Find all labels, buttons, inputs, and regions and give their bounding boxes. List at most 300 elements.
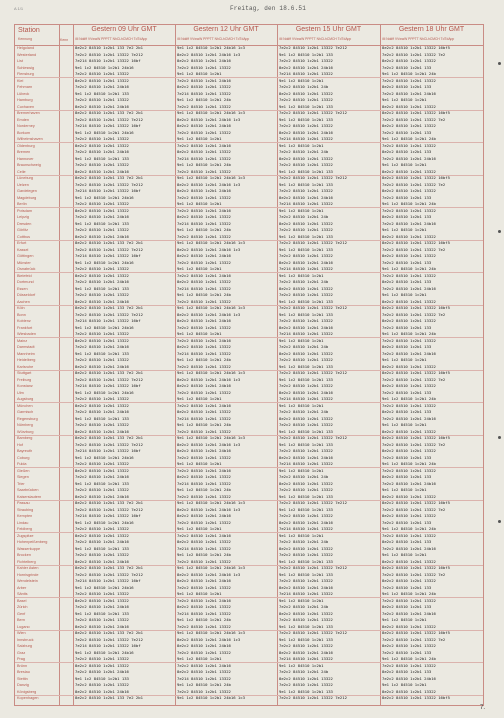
obs-cell: 9e1 1c2 84510 1c2b1 24b16 bbox=[75, 584, 134, 590]
obs-cell: 7e2c2 84510 1c2b1 133 bbox=[382, 389, 432, 395]
obs-cell: 9e1 1c2 84510 1c2b1 bbox=[279, 402, 324, 408]
station-name: Bayreuth bbox=[17, 449, 33, 453]
table-row bbox=[15, 344, 483, 350]
station-name: Kassel bbox=[17, 247, 29, 252]
obs-cell: 9e1 1c2 84510 1c2b1 bbox=[177, 396, 222, 401]
obs-cell: 7e2c2 84510 1c2b1 13322 bbox=[177, 363, 231, 369]
obs-cell: 7e2c2 84510 1c2b1 13322 bbox=[279, 58, 333, 63]
obs-cell: 8e2c2 84510 1c2b1 13322 bbox=[177, 84, 231, 89]
station-name: Göttingen bbox=[17, 254, 34, 258]
obs-cell: 7e2c2 84510 1c2b1 24b16 bbox=[177, 597, 231, 603]
obs-cell: 7e2c2 84510 1c2b1 13322 bbox=[75, 331, 129, 336]
obs-cell: 7e2c2 84510 1c2b1 13322 bbox=[177, 168, 231, 174]
obs-cell: 7e2c2 84510 1c2b1 133 bbox=[382, 259, 432, 265]
station-name: Kopenhagen bbox=[17, 696, 39, 700]
obs-cell: 9e1 1c2 84510 1c2b1 24b16 1c3 bbox=[177, 695, 245, 700]
obs-cell: 7e2c2 84510 1c2b1 13322 7e212 bbox=[279, 630, 347, 635]
obs-cell: 9e1 1c2 84510 1c2b1 24b bbox=[382, 591, 436, 596]
obs-cell: 7e2c2 84510 1c2b1 13322 bbox=[75, 266, 129, 271]
obs-cell: 9e1 1c2 84510 1c2b1 bbox=[279, 207, 324, 213]
obs-cell: 7e2c2 84510 1c2b1 13322 bbox=[177, 103, 231, 109]
obs-cell: 8e2c2 84510 1c2b1 24b16 bbox=[75, 623, 129, 629]
table-row bbox=[15, 318, 483, 324]
obs-cell: 8e2c2 84510 1c2b1 133 7e2 2b1 bbox=[75, 370, 143, 375]
table-row bbox=[15, 123, 483, 129]
table-row bbox=[15, 227, 483, 233]
obs-cell: 7e2c2 84510 1c2b1 13322 bbox=[75, 357, 129, 362]
obs-cell: 7e214 84510 1c2b1 13322 bbox=[177, 220, 231, 226]
obs-cell: 9e1 1c2 84510 1c2b1 24b bbox=[177, 422, 231, 427]
obs-cell: 8e2c2 84510 1c2b1 24b16 bbox=[279, 649, 333, 655]
station-name: Stuttgart bbox=[17, 371, 32, 375]
obs-cell: 7e2c2 84510 1c2b1 13322 7e2 bbox=[382, 376, 446, 382]
obs-cell: 7e214 84510 1c2b1 13322 bbox=[279, 526, 333, 531]
obs-cell: 8e2c2 84510 1c2b1 24b16 bbox=[279, 324, 333, 330]
block-cols: iIIi Nddff VVwwW PPPTT NhCLhCMCH TdTdApp bbox=[75, 37, 148, 41]
obs-cell: 8e2c2 84510 1c2b1 24b16 bbox=[177, 123, 231, 128]
obs-cell: 7e2c2 84510 1c2b1 24b bbox=[279, 604, 329, 609]
station-name: Passau bbox=[17, 501, 30, 505]
obs-cell: 7e2c2 84510 1c2b1 13322 7e2 bbox=[382, 506, 446, 512]
obs-cell: 7e214 84510 1c2b1 13322 16bf bbox=[75, 643, 141, 648]
obs-cell: 9e1 1c2 84510 1c2b1 bbox=[177, 266, 222, 271]
table-row bbox=[15, 481, 483, 487]
station-name: Magdeburg bbox=[17, 195, 37, 200]
table-row bbox=[15, 637, 483, 643]
obs-cell: 7e214 84510 1c2b1 13322 bbox=[177, 155, 231, 161]
obs-cell: 9e1 1c2 84510 1c2b1 bbox=[382, 617, 427, 622]
table-row bbox=[15, 598, 483, 604]
obs-cell: 8e2c2 84510 1c2b1 133 bbox=[382, 539, 432, 544]
obs-cell: 7e2c2 84510 1c2b1 24b bbox=[279, 474, 329, 479]
obs-cell: 7e2c2 84510 1c2b1 13322 bbox=[382, 142, 436, 148]
obs-cell: 9e1 1c2 84510 1c2b1 133 bbox=[75, 220, 129, 226]
table-row bbox=[15, 617, 483, 623]
obs-cell: 9e1 1c2 84510 1c2b1 133 bbox=[279, 168, 333, 174]
station-name: Nürnberg bbox=[17, 423, 33, 427]
obs-cell: 7e214 84510 1c2b1 13322 bbox=[177, 480, 231, 486]
obs-cell: 7e2c2 84510 1c2b1 13322 bbox=[279, 578, 333, 583]
obs-cell: 9e1 1c2 84510 1c2b1 24b bbox=[382, 266, 436, 271]
obs-cell: 7e2c2 84510 1c2b1 13322 bbox=[177, 519, 231, 525]
obs-cell: 8e2c2 84510 1c2b1 24b16 bbox=[177, 578, 231, 583]
obs-cell: 7e214 84510 1c2b1 13322 bbox=[177, 545, 231, 551]
obs-cell: 8e2c2 84510 1c2b1 133 7e2 2b1 bbox=[75, 45, 143, 50]
obs-cell: 9e1 1c2 84510 1c2b1 24b bbox=[177, 682, 231, 687]
obs-cell: 8e2c2 84510 1c2b1 133 bbox=[382, 214, 432, 219]
obs-cell: 9e1 1c2 84510 1c2b1 bbox=[382, 682, 427, 687]
obs-cell: 8e2c2 84510 1c2b1 13322 bbox=[177, 409, 231, 414]
obs-cell: 8e2c2 84510 1c2b1 24b16 bbox=[75, 103, 129, 109]
obs-cell: 9e1 1c2 84510 1c2b1 133 bbox=[75, 415, 129, 421]
station-name: Lüneburg bbox=[17, 176, 34, 180]
obs-cell: 9e1 1c2 84510 1c2b1 133 bbox=[75, 350, 129, 356]
obs-cell: 7e2c2 84510 1c2b1 13322 bbox=[279, 357, 333, 362]
table-row bbox=[15, 442, 483, 448]
station-name: Kempten bbox=[17, 514, 33, 518]
table-row bbox=[15, 539, 483, 545]
obs-cell: 8e2c2 84510 1c2b1 13322 bbox=[382, 578, 436, 583]
obs-cell: 8e2c2 84510 1c2b1 13322 bbox=[382, 318, 436, 323]
table-row bbox=[15, 195, 483, 201]
obs-cell: 8e2c2 84510 1c2b1 13322 bbox=[75, 207, 129, 213]
obs-cell: 9e1 1c2 84510 1c2b1 133 bbox=[75, 155, 129, 161]
station-label: Station bbox=[18, 27, 40, 34]
station-name: Koblenz bbox=[17, 319, 31, 323]
obs-cell: 8e2c2 84510 1c2b1 13322 bbox=[279, 675, 333, 681]
obs-cell: 9e1 1c2 84510 1c2b1 bbox=[177, 591, 222, 596]
obs-cell: 8e2c2 84510 1c2b1 24b16 bbox=[177, 643, 231, 648]
table-row bbox=[15, 58, 483, 64]
station-name: Zugspitze bbox=[17, 533, 34, 538]
station-name: Basel bbox=[17, 598, 27, 603]
obs-cell: 9e1 1c2 84510 1c2b1 bbox=[382, 97, 427, 102]
obs-cell: 9e1 1c2 84510 1c2b1 24b16 1c3 bbox=[177, 305, 245, 310]
obs-cell: 9e1 1c2 84510 1c2b1 24b bbox=[382, 656, 436, 661]
obs-cell: 7e214 84510 1c2b1 13322 16bf bbox=[75, 578, 141, 583]
obs-cell: 7e214 84510 1c2b1 13322 16bf bbox=[75, 383, 141, 388]
station-name: Straubing bbox=[17, 507, 34, 512]
obs-cell: 8e2c2 84510 1c2b1 13322 bbox=[382, 58, 436, 63]
obs-cell: 8e2c2 84510 1c2b1 13322 bbox=[279, 155, 333, 161]
table-row bbox=[15, 188, 483, 194]
obs-cell: 7e2c2 84510 1c2b1 13322 7e212 bbox=[279, 175, 347, 180]
table-row bbox=[15, 117, 483, 123]
obs-cell: 8e2c2 84510 1c2b1 13322 16bf5 bbox=[382, 695, 450, 700]
obs-cell: 9e1 1c2 84510 1c2b1 133 bbox=[75, 90, 129, 96]
obs-cell: 9e1 1c2 84510 1c2b1 bbox=[279, 532, 324, 538]
station-name: Düsseldorf bbox=[17, 293, 36, 297]
obs-cell: 9e1 1c2 84510 1c2b1 24b bbox=[382, 331, 436, 336]
obs-cell: 7e2c2 84510 1c2b1 13322 bbox=[75, 97, 129, 102]
obs-cell: 8e2c2 84510 1c2b1 13322 bbox=[279, 545, 333, 551]
table-row bbox=[15, 676, 483, 682]
obs-cell: 8e2c2 84510 1c2b1 133 7e2 2b1 bbox=[75, 435, 143, 440]
station-name: Westerland bbox=[17, 52, 37, 57]
station-name: Trier bbox=[17, 481, 25, 486]
obs-cell: 7e2c2 84510 1c2b1 24b bbox=[279, 539, 329, 544]
obs-cell: 8e2c2 84510 1c2b1 13322 bbox=[279, 610, 333, 616]
station-name: Brünn bbox=[17, 663, 28, 668]
obs-cell: 9e1 1c2 84510 1c2b1 24b16 1c3 bbox=[177, 435, 245, 440]
obs-cell: 9e1 1c2 84510 1c2b1 bbox=[177, 331, 222, 336]
station-name: Wien bbox=[17, 631, 26, 635]
obs-cell: 7e2c2 84510 1c2b1 13322 bbox=[177, 233, 231, 239]
obs-cell: 7e2c2 84510 1c2b1 13322 bbox=[177, 324, 231, 330]
obs-cell: 8e2c2 84510 1c2b1 24b16 bbox=[75, 298, 129, 304]
obs-cell: 7e2c2 84510 1c2b1 13322 7e2 bbox=[382, 441, 446, 447]
obs-cell: 8e2c2 84510 1c2b1 24b16 bbox=[177, 513, 231, 518]
station-name: Norderney bbox=[17, 124, 35, 128]
obs-cell: 7e214 84510 1c2b1 13322 bbox=[279, 396, 333, 401]
obs-cell: 7e2c2 84510 1c2b1 24b16 bbox=[382, 220, 436, 226]
station-name: Fichtelberg bbox=[17, 559, 36, 564]
station-name: Görlitz bbox=[17, 228, 28, 232]
obs-cell: 8e2c2 84510 1c2b1 13322 bbox=[75, 272, 129, 278]
obs-cell: 7e2c2 84510 1c2b1 24b bbox=[279, 279, 329, 284]
obs-cell: 9e1 1c2 84510 1c2b1 133 bbox=[75, 285, 129, 291]
obs-cell: 7e2c2 84510 1c2b1 13322 7e212 bbox=[279, 45, 347, 50]
obs-cell: 8e2c2 84510 1c2b1 133 bbox=[382, 84, 432, 89]
obs-cell: 7e2c2 84510 1c2b1 13322 bbox=[382, 207, 436, 213]
obs-cell: 9e1 1c2 84510 1c2b1 bbox=[279, 142, 324, 148]
obs-cell: 9e1 1c2 84510 1c2b1 24b bbox=[177, 162, 231, 167]
table-row bbox=[15, 416, 483, 422]
obs-cell: 9e1 1c2 84510 1c2b1 133 bbox=[279, 103, 333, 109]
table-row bbox=[15, 650, 483, 656]
punch-hole bbox=[498, 436, 501, 439]
obs-cell: 8e2c2 84510 1c2b1 24b16 bbox=[177, 318, 231, 323]
obs-cell: 7e2c2 84510 1c2b1 13322 7e212 bbox=[75, 441, 143, 447]
table-row bbox=[15, 682, 483, 688]
obs-cell: 9e1 1c2 84510 1c2b1 24b bbox=[382, 461, 436, 466]
table-row bbox=[15, 357, 483, 363]
station-name: Stettin bbox=[17, 676, 28, 681]
station-name: Hamburg bbox=[17, 98, 33, 102]
obs-cell: 8e2c2 84510 1c2b1 13322 bbox=[177, 279, 231, 284]
obs-cell: 9e1 1c2 84510 1c2b1 133 bbox=[75, 480, 129, 486]
table-row bbox=[15, 182, 483, 188]
obs-cell: 9e1 1c2 84510 1c2b1 24b16 bbox=[75, 259, 134, 265]
obs-cell: 7e2c2 84510 1c2b1 13322 bbox=[279, 97, 333, 102]
block-title: Gestern 12 Uhr GMT bbox=[193, 26, 259, 33]
obs-cell: 7e2c2 84510 1c2b1 24b16 bbox=[75, 149, 129, 154]
obs-cell: 9e1 1c2 84510 1c2b1 bbox=[279, 77, 324, 83]
station-name: Ulm bbox=[17, 390, 24, 395]
obs-cell: 7e2c2 84510 1c2b1 13322 bbox=[75, 591, 129, 596]
header-block-18 bbox=[380, 25, 483, 45]
obs-cell: 8e2c2 84510 1c2b1 133 7e2 2b1 bbox=[75, 565, 143, 570]
obs-cell: 7e2c2 84510 1c2b1 13322 bbox=[279, 318, 333, 323]
obs-cell: 8e2c2 84510 1c2b1 13322 16bf5 bbox=[382, 110, 450, 115]
obs-cell: 7e2c2 84510 1c2b1 13322 7e212 bbox=[279, 435, 347, 440]
obs-cell: 7e2c2 84510 1c2b1 13322 bbox=[177, 454, 231, 460]
obs-cell: 9e1 1c2 84510 1c2b1 bbox=[177, 71, 222, 76]
obs-cell: 7e2c2 84510 1c2b1 24b16 bbox=[382, 90, 436, 96]
table-row bbox=[15, 221, 483, 227]
station-name: Coburg bbox=[17, 455, 30, 460]
obs-cell: 8e2c2 84510 1c2b1 13322 bbox=[75, 467, 129, 473]
obs-cell: 7e2c2 84510 1c2b1 13322 bbox=[75, 526, 129, 531]
obs-cell: 7e2c2 84510 1c2b1 13322 7e2 bbox=[382, 246, 446, 252]
station-name: Cottbus bbox=[17, 234, 31, 239]
obs-cell: 8e2c2 84510 1c2b1 13322 bbox=[177, 149, 231, 154]
obs-cell: 7e2c2 84510 1c2b1 13322 bbox=[279, 422, 333, 427]
obs-cell: 7e214 84510 1c2b1 13322 bbox=[177, 675, 231, 681]
obs-cell: 9e1 1c2 84510 1c2b1 24b16 1c3 bbox=[177, 630, 245, 635]
obs-cell: 9e1 1c2 84510 1c2b1 133 bbox=[75, 675, 129, 681]
station-name: List bbox=[17, 59, 23, 63]
station-name: Genf bbox=[17, 611, 26, 616]
block-cols: iIIi Nddff VVwwW PPPTT NhCLhCMCH TdTdApp bbox=[177, 37, 250, 41]
obs-cell: 9e1 1c2 84510 1c2b1 24b bbox=[177, 617, 231, 622]
table-row bbox=[15, 403, 483, 409]
obs-cell: 7e2c2 84510 1c2b1 24b16 bbox=[382, 350, 436, 356]
table-row bbox=[15, 422, 483, 428]
station-name: Arber bbox=[17, 585, 27, 590]
obs-cell: 7e2c2 84510 1c2b1 13322 bbox=[279, 383, 333, 388]
obs-cell: 8e2c2 84510 1c2b1 24b16 bbox=[279, 129, 333, 135]
obs-cell: 9e1 1c2 84510 1c2b1 bbox=[177, 461, 222, 466]
station-name: Hof bbox=[17, 442, 23, 447]
station-name: Karlsruhe bbox=[17, 364, 34, 369]
table-row bbox=[15, 312, 483, 318]
obs-cell: 7e2c2 84510 1c2b1 13322 bbox=[382, 337, 436, 343]
page-number: 7. bbox=[480, 705, 486, 711]
obs-cell: 7e2c2 84510 1c2b1 133 bbox=[382, 64, 432, 70]
obs-cell: 8e2c2 84510 1c2b1 13322 16bf5 bbox=[382, 175, 450, 180]
obs-cell: 7e214 84510 1c2b1 13322 16bf bbox=[75, 318, 141, 323]
obs-cell: 7e2c2 84510 1c2b1 133 bbox=[382, 129, 432, 135]
obs-cell: 8e2c2 84510 1c2b1 13322 bbox=[382, 623, 436, 629]
obs-cell: 7e2c2 84510 1c2b1 13322 bbox=[279, 448, 333, 453]
station-name: Hornisgrinde bbox=[17, 572, 39, 577]
obs-cell: 7e214 84510 1c2b1 13322 bbox=[177, 90, 231, 96]
obs-cell: 7e2c2 84510 1c2b1 24b16 bbox=[382, 675, 436, 681]
table-row bbox=[15, 435, 483, 441]
obs-cell: 8e2c2 84510 1c2b1 13322 bbox=[75, 402, 129, 408]
obs-cell: 8e2c2 84510 1c2b1 13322 bbox=[177, 669, 231, 674]
table-row bbox=[15, 474, 483, 480]
station-name: Helgoland bbox=[17, 46, 35, 50]
station-name: Königsberg bbox=[17, 689, 37, 694]
obs-cell: 9e1 1c2 84510 1c2b1 24b16 bbox=[75, 649, 134, 655]
obs-cell: 8e2c2 84510 1c2b1 24b16 bbox=[279, 389, 333, 395]
obs-cell: 7e214 84510 1c2b1 13322 bbox=[177, 610, 231, 616]
table-row bbox=[15, 552, 483, 558]
obs-cell: 8e2c2 84510 1c2b1 13322 bbox=[279, 220, 333, 226]
station-name: Prag bbox=[17, 657, 26, 661]
obs-cell: 8e2c2 84510 1c2b1 133 bbox=[382, 409, 432, 414]
obs-cell: 7e2c2 84510 1c2b1 13322 bbox=[279, 123, 333, 128]
obs-cell: 8e2c2 84510 1c2b1 24b16 bbox=[177, 448, 231, 453]
obs-cell: 8e2c2 84510 1c2b1 24b16 1c3 bbox=[177, 636, 241, 642]
obs-cell: 7e2c2 84510 1c2b1 13322 bbox=[279, 617, 333, 622]
obs-cell: 7e214 84510 1c2b1 13322 bbox=[177, 415, 231, 421]
obs-cell: 9e1 1c2 84510 1c2b1 24b bbox=[382, 526, 436, 531]
station-name: Cuxhaven bbox=[17, 104, 35, 109]
obs-cell: 9e1 1c2 84510 1c2b1 bbox=[382, 357, 427, 362]
station-name: Garmisch bbox=[17, 410, 34, 414]
station-name: Berlin bbox=[17, 202, 27, 206]
station-name: Gießen bbox=[17, 468, 30, 473]
table-row bbox=[15, 370, 483, 376]
obs-cell: 9e1 1c2 84510 1c2b1 133 bbox=[279, 636, 333, 642]
obs-cell: 7e2c2 84510 1c2b1 13322 bbox=[279, 643, 333, 648]
obs-cell: 8e2c2 84510 1c2b1 13322 bbox=[382, 428, 436, 434]
punch-hole bbox=[498, 230, 501, 233]
table-row bbox=[15, 78, 483, 84]
table-row bbox=[15, 325, 483, 331]
obs-cell: 7e2c2 84510 1c2b1 13322 bbox=[177, 64, 231, 70]
station-name: Lübeck bbox=[17, 91, 30, 96]
station-name: Hohenpeißenberg bbox=[17, 540, 48, 544]
table-row bbox=[15, 247, 483, 253]
obs-cell: 8e2c2 84510 1c2b1 24b16 bbox=[177, 383, 231, 388]
table-body bbox=[15, 45, 483, 705]
station-name: Siegen bbox=[17, 475, 29, 479]
station-name: Lindau bbox=[17, 520, 29, 525]
obs-cell: 9e1 1c2 84510 1c2b1 24b16 bbox=[75, 194, 134, 200]
obs-cell: 9e1 1c2 84510 1c2b1 133 bbox=[279, 688, 333, 694]
obs-cell: 8e2c2 84510 1c2b1 24b16 bbox=[75, 233, 129, 239]
table-row bbox=[15, 279, 483, 285]
station-name: Emden bbox=[17, 117, 30, 122]
station-name: Wiesbaden bbox=[17, 332, 36, 336]
obs-cell: 9e1 1c2 84510 1c2b1 133 bbox=[279, 376, 333, 382]
obs-cell: 8e2c2 84510 1c2b1 13322 bbox=[177, 474, 231, 479]
table-row bbox=[15, 604, 483, 610]
station-name: Leipzig bbox=[17, 215, 30, 219]
obs-cell: 7e2c2 84510 1c2b1 24b16 bbox=[382, 415, 436, 421]
obs-cell: 9e1 1c2 84510 1c2b1 bbox=[279, 272, 324, 278]
table-row bbox=[15, 253, 483, 259]
station-name: Konstanz bbox=[17, 384, 33, 388]
obs-cell: 7e214 84510 1c2b1 13322 bbox=[279, 71, 333, 76]
obs-cell: 9e1 1c2 84510 1c2b1 bbox=[177, 201, 222, 206]
obs-cell: 8e2c2 84510 1c2b1 24b16 bbox=[75, 428, 129, 434]
obs-cell: 8e2c2 84510 1c2b1 24b16 bbox=[177, 58, 231, 63]
station-name: Darmstadt bbox=[17, 345, 35, 349]
header-block-12 bbox=[175, 25, 278, 45]
station-name: Bremerhaven bbox=[17, 111, 40, 115]
table-row bbox=[15, 455, 483, 461]
table-row bbox=[15, 175, 483, 181]
obs-cell: 7e2c2 84510 1c2b1 13322 bbox=[177, 259, 231, 265]
table-row bbox=[15, 487, 483, 493]
obs-cell: 9e1 1c2 84510 1c2b1 133 bbox=[279, 246, 333, 252]
station-name: Essen bbox=[17, 286, 28, 291]
obs-cell: 7e2c2 84510 1c2b1 24b16 bbox=[177, 207, 231, 213]
obs-cell: 7e2c2 84510 1c2b1 13322 bbox=[177, 558, 231, 564]
obs-cell: 8e2c2 84510 1c2b1 133 7e2 2b1 bbox=[75, 110, 143, 115]
obs-cell: 7e2c2 84510 1c2b1 24b16 bbox=[177, 402, 231, 408]
obs-cell: 7e2c2 84510 1c2b1 13322 bbox=[279, 513, 333, 518]
obs-cell: 8e2c2 84510 1c2b1 24b16 bbox=[279, 454, 333, 460]
obs-cell: 7e2c2 84510 1c2b1 13322 bbox=[279, 162, 333, 167]
obs-cell: 7e214 84510 1c2b1 13322 16bf bbox=[75, 123, 141, 128]
obs-cell: 8e2c2 84510 1c2b1 13322 bbox=[75, 77, 129, 83]
obs-cell: 7e2c2 84510 1c2b1 24b16 bbox=[75, 279, 129, 284]
obs-cell: 9e1 1c2 84510 1c2b1 133 bbox=[75, 545, 129, 551]
obs-cell: 7e2c2 84510 1c2b1 13322 bbox=[382, 532, 436, 538]
obs-cell: 9e1 1c2 84510 1c2b1 bbox=[382, 162, 427, 167]
station-name: Bamberg bbox=[17, 436, 33, 440]
obs-cell: 7e2c2 84510 1c2b1 24b16 bbox=[177, 272, 231, 278]
obs-cell: 7e2c2 84510 1c2b1 24b16 bbox=[75, 669, 129, 674]
obs-cell: 7e2c2 84510 1c2b1 13322 7e212 bbox=[75, 636, 143, 642]
obs-cell: 8e2c2 84510 1c2b1 13322 bbox=[382, 363, 436, 369]
station-name: Saarbrücken bbox=[17, 488, 39, 492]
obs-cell: 9e1 1c2 84510 1c2b1 24b16 1c3 bbox=[177, 500, 245, 505]
obs-cell: 7e2c2 84510 1c2b1 24b16 bbox=[382, 545, 436, 551]
obs-cell: 7e2c2 84510 1c2b1 13322 bbox=[177, 493, 231, 499]
station-name: Erfurt bbox=[17, 241, 27, 245]
obs-cell: 7e2c2 84510 1c2b1 13322 7e212 bbox=[279, 565, 347, 570]
station-name: Fulda bbox=[17, 462, 27, 466]
obs-cell: 9e1 1c2 84510 1c2b1 24b bbox=[382, 136, 436, 141]
obs-cell: 8e2c2 84510 1c2b1 13322 bbox=[382, 188, 436, 193]
header-station bbox=[15, 25, 60, 45]
table-row bbox=[15, 383, 483, 389]
obs-cell: 7e2c2 84510 1c2b1 24b16 bbox=[177, 77, 231, 83]
obs-cell: 7e214 84510 1c2b1 13322 16bf bbox=[75, 253, 141, 258]
obs-cell: 8e2c2 84510 1c2b1 13322 bbox=[382, 493, 436, 499]
obs-cell: 8e2c2 84510 1c2b1 24b16 1c3 bbox=[177, 376, 241, 382]
obs-cell: 9e1 1c2 84510 1c2b1 24b16 bbox=[75, 324, 134, 330]
station-name: Bremen bbox=[17, 150, 31, 154]
station-name: Bielefeld bbox=[17, 273, 32, 278]
